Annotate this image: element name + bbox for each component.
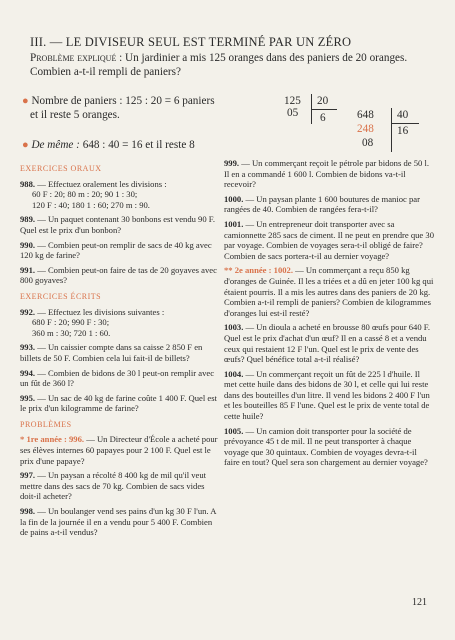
exercise-994: 994. — Combien de bidons de 30 l peut-on remplir avec un fût de 360 l? (20, 367, 215, 389)
div2-vertical-rule (391, 108, 392, 152)
exercise-998: 998. — Un boulanger vend ses pains d'un kg 30 F l'un. A la fin de la journée il en a vendu pour 5 400 F. Combien de pains a-t-il vendus? (20, 506, 216, 538)
page-number: 121 (412, 597, 427, 608)
div2-horizontal-rule (391, 123, 419, 124)
exercise-1002: ** 2e année : 1002. — Un commerçant a reçu 850 kg d'oranges de Guinée. Il les a triées et a dû en jeter 100 kg qui étaient pourris. Il a mis les autres dans des paniers de 20 kg. Combien a-t-il rempli de paniers? Combien de kilogrammes d'oranges lui est-il resté? (224, 265, 434, 318)
div2-quotient: 16 (397, 125, 409, 137)
exercise-997: 997. — Un paysan a récolté 8 400 kg de mil qu'il veut mettre dans des sacs de 70 kg. Combien de sacs vides doit-il acheter? (20, 470, 207, 502)
div2-remainder: 08 (362, 137, 374, 149)
exercise-988: 988. — Effectuez oralement les divisions : 60 F : 20; 80 m : 20; 90 1 : 30; 120 F : 40; 180 1 : 60; 270 m : 90. (20, 178, 167, 210)
div1-horizontal-rule (311, 109, 337, 110)
problem-label: Problème expliqué (30, 52, 117, 64)
div2-divisor: 40 (397, 109, 409, 121)
exercise-992: 992. — Effectuez les divisions suivantes : 680 F : 20; 990 F : 30; 360 m : 30; 720 1 : 60. (20, 306, 165, 338)
bullet-icon: ● (22, 139, 29, 151)
exercise-996: * 1re année : 996. — Un Directeur d'École a acheté pour ses élèves internes 60 papayes pour 2 100 F. Quel est le prix d'une papaye? (20, 434, 218, 466)
heading-problems: PROBLÈMES (20, 419, 72, 429)
div1-quotient: 6 (320, 112, 326, 124)
left-column (20, 158, 220, 542)
div2-dividend: 648 (357, 109, 374, 121)
exercise-1003: 1003. — Un dioula a acheté en brousse 80 œufs pour 640 F. Quel est le prix d'achat d'un œuf? Il en a cassé 8 et a vendu ceux qui restaient 12 F l'un. Quel est le prix de vente des œufs? Quel bénéfice total a-t-il réalisé? (224, 322, 431, 365)
exercise-1004: 1004. — Un commerçant reçoit un fût de 225 l d'huile. Il met cette huile dans des bidons de 30 l, et celle qui lui reste dans des bouteilles d'un litre. Il vend les bidons 2 400 F l'un et les bouteilles 85 F l'une. Quel est le prix de vente total de cette huile? (224, 368, 430, 422)
exercise-991: 991. — Combien peut-on faire de tas de 20 goyaves avec 800 goyaves? (20, 264, 217, 286)
heading-written-exercises: EXERCICES ÉCRITS (20, 291, 102, 301)
exercise-1005: 1005. — Un camion doit transporter pour la société de prévoyance 45 t de mil. Il ne peut transporter à chaque voyage que 30 quintaux. Combien de voyages devra-t-il faire en tout? Quel sera son chargement au dernier voyage? (224, 425, 428, 468)
exercise-993: 993. — Un caissier compte dans sa caisse 2 850 F en billets de 50 F. Combien cela lui fait-il de billets? (20, 342, 203, 363)
div1-divisor: 20 (317, 95, 329, 107)
section-title: III. — LE DIVISEUR SEUL EST TERMINÉ PAR UN ZÉRO (30, 35, 352, 49)
right-column (224, 158, 434, 472)
heading-oral-exercises: EXERCICES ORAUX (20, 164, 102, 173)
demo-line: ● De même : 648 : 40 = 16 et il reste 8 (22, 139, 195, 151)
div2-partial: 248 (357, 123, 374, 135)
exercise-995: 995. — Un sac de 40 kg de farine coûte 1 400 F. Quel est le prix d'un kilogramme de farine? (20, 392, 217, 414)
explained-problem (30, 52, 435, 79)
exercise-999: 999. — Un commerçant reçoit le pétrole par bidons de 50 l. Il en a commandé 1 600 l. Combien de bidons va-t-il recevoir? (224, 158, 430, 190)
div1-dividend: 125 (284, 95, 301, 107)
answer-line-2: et il reste 5 oranges. (30, 109, 120, 121)
div1-remainder: 05 (287, 107, 299, 119)
exercise-1001: 1001. — Un entrepreneur doit transporter avec sa camionnette 285 sacs de ciment. Il ne peut en prendre que 30 par voyage. Combien de voyages sera-t-il obligé de faire? Combien de sacs portera-t-il au dernier voyage? (224, 218, 434, 261)
exercise-1000: 1000. — Un paysan plante 1 600 boutures de manioc par rangées de 40. Combien de rangées fera-t-il? (224, 193, 420, 215)
problem-text: : Un jardinier a mis 125 oranges dans des paniers de 20 oranges. Combien a-t-il rempli de paniers? (30, 52, 408, 78)
exercise-989: 989. — Un paquet contenant 30 bonbons est vendu 90 F. Quel est le prix d'un bonbon? (20, 214, 216, 235)
bullet-icon: ● (22, 95, 29, 107)
exercise-990: 990. — Combien peut-on remplir de sacs de 40 kg avec 120 kg de farine? (20, 239, 212, 261)
answer-line-1: ● Nombre de paniers : 125 : 20 = 6 paniers (22, 95, 215, 107)
